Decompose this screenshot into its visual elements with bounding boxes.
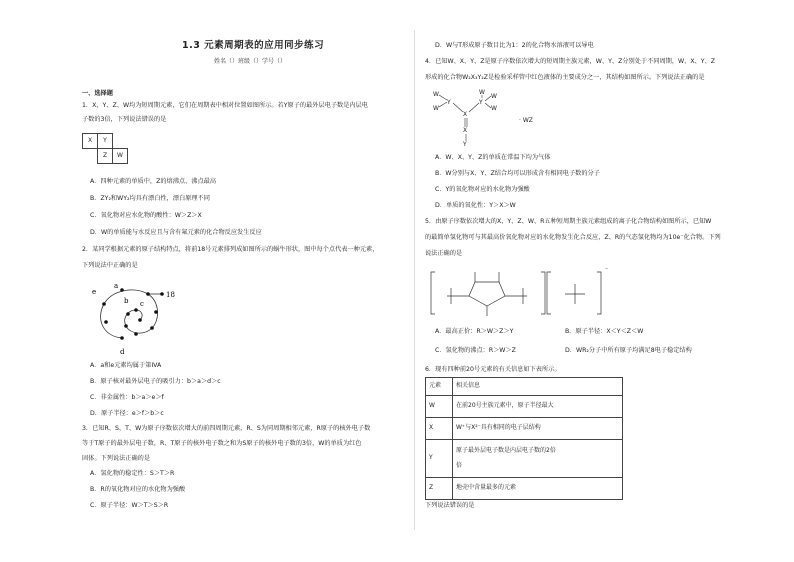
svg-text:⁻: ⁻ bbox=[605, 267, 609, 274]
q4-option-c: C．Y的氧化物对应的水化物为强酸 bbox=[435, 186, 530, 193]
atom-x: X bbox=[463, 111, 468, 118]
q3-option-d: D．W与T形成原子数目比为1：2的化合物水溶液可以导电 bbox=[435, 42, 594, 49]
q5-option-c: C．氢化物的沸点：R＞W＞Z bbox=[435, 347, 516, 354]
section-heading: 一、选择题 bbox=[82, 90, 113, 97]
q4-option-a: A．W、X、Y、Z的单质在常温下均为气体 bbox=[435, 154, 551, 161]
atom-w: W bbox=[433, 105, 439, 112]
atom-w: W bbox=[479, 89, 485, 96]
ion-wz: · WZ bbox=[519, 117, 533, 124]
q3-line2: 等于T原子的最外层电子数，R、T原子的核外电子数之和为S原子的核外电子数的3倍，W的单质为红色 bbox=[82, 440, 362, 447]
table-cell-info: 地壳中含量最多的元素 bbox=[453, 478, 623, 500]
q5-option-a: A．最高正价：R＞W＞Z＞Y bbox=[435, 328, 514, 335]
q1-line1: 1．X、Y、Z、W均为短周期元素，它们在周期表中相对位置如图所示。若Y原子的最外层电子数是内层电 bbox=[82, 102, 368, 109]
q6-line1: 6．现有四种前20号元素的有关信息如下表所示。 bbox=[425, 366, 561, 373]
q2-option-b: B．原子核对最外层电子的吸引力：b＞a＞d＞c bbox=[90, 378, 221, 385]
spiral-label-a: a bbox=[114, 282, 119, 290]
q6-footer: 下列说法错误的是 bbox=[425, 502, 475, 509]
grid-cell bbox=[113, 134, 128, 149]
table-cell-element: Y bbox=[426, 440, 453, 478]
q2-option-a: A．a和e元素均属于第IVA bbox=[90, 362, 162, 369]
atom-w: W bbox=[491, 93, 497, 100]
table-row bbox=[426, 396, 623, 418]
atom-w: W bbox=[433, 91, 439, 98]
table-header-info: 相关信息 bbox=[453, 378, 623, 396]
table-row bbox=[426, 418, 623, 440]
q6-info-table bbox=[425, 377, 623, 500]
table-cell-info bbox=[453, 440, 623, 478]
table-cell-element: Z bbox=[426, 478, 453, 500]
spiral-label-e: e bbox=[92, 288, 97, 296]
atom-y: Y bbox=[463, 141, 467, 148]
q2-line2: 下列说法中正确的是 bbox=[82, 262, 138, 269]
q2-option-c: C．非金属性：b＞a＞e＞f bbox=[90, 394, 164, 401]
q4-option-b: B．W分别与X、Y、Z结合均可以形成含有相同电子数的分子 bbox=[435, 170, 600, 177]
q2-line1: 2．某同学根据元素的原子结构特点，将前18号元素排列成如图所示的蜗牛形状，图中每个点代表一种元素， bbox=[82, 246, 379, 253]
q4-structure-diagram bbox=[429, 88, 549, 150]
q1-option-d: D．W的单质能与水反应且与含有氟元素的化合物反应发生反应 bbox=[90, 229, 262, 236]
q5-line2: 的最简单氢化物可与其最高价氧化物对应的水化物发生化合反应，Z、R的气态氢化物均为10e⁻化合物。下列 bbox=[425, 234, 721, 241]
grid-cell: W bbox=[113, 149, 128, 164]
q4-line2: 形成的化合物W₂X₃Y₂Z是检验采样管中红色液体的主要成分之一，其结构如图所示。下列说法正确的是 bbox=[425, 74, 705, 81]
q2-option-d: D．原子半径：e＞f＞b＞c bbox=[90, 410, 164, 417]
grid-cell bbox=[83, 149, 98, 164]
snail-spiral-diagram bbox=[82, 276, 192, 358]
q1-option-b: B．ZY₂和WY₂均具有漂白性，漂白原理不同 bbox=[90, 195, 210, 202]
q1-option-a: A．四种元素的单质中，Z的熔沸点、沸点最高 bbox=[90, 178, 217, 185]
table-cell-element: X bbox=[426, 418, 453, 440]
grid-cell: Y bbox=[98, 134, 113, 149]
q1-periodic-grid bbox=[82, 133, 128, 164]
q3-option-a: A．氢化物的稳定性：S＞T＞R bbox=[90, 470, 175, 477]
q5-option-b: B．原子半径：X＜Y＜Z＜W bbox=[565, 328, 644, 335]
atom-w: W bbox=[491, 105, 497, 112]
q5-line3: 说法正确的是 bbox=[425, 250, 463, 257]
atom-x: X bbox=[463, 127, 468, 134]
q3-option-b: B．R的氧化物对应的水化物为强酸 bbox=[90, 486, 186, 493]
atom-y: Y bbox=[447, 99, 451, 106]
spiral-label-18: 18 bbox=[166, 291, 175, 299]
column-divider bbox=[414, 30, 415, 530]
table-cell-info-line: 倍 bbox=[456, 461, 463, 469]
q3-option-c: C．原子半径：W＞T＞S＞R bbox=[90, 502, 169, 509]
spiral-label-b: b bbox=[124, 297, 129, 305]
table-cell-info: 在前20号主族元素中，原子半径最大 bbox=[453, 396, 623, 418]
table-row bbox=[426, 440, 623, 478]
q3-line1: 3．已知R、S、T、W为原子序数依次增大的前四周期元素，R、S为同周期相邻元素，R原子的核外电子数 bbox=[82, 425, 371, 432]
q1-option-c: C．氧化物对应水化物的酸性：W＞Z＞X bbox=[90, 212, 202, 219]
spiral-label-d: d bbox=[120, 348, 125, 356]
q5-ionic-structure bbox=[429, 264, 629, 322]
table-cell-info: W⁺与X²⁻具有相同的电子层结构 bbox=[453, 418, 623, 440]
q1-line2: 子数的3倍，下列说法错误的是 bbox=[82, 116, 167, 123]
q5-line1: 5．由原子序数依次增大的X、Y、Z、W、R五种短周期主族元素组成的离子化合物结构如图所示，已知W bbox=[425, 218, 712, 225]
atom-y: Y bbox=[479, 99, 483, 106]
grid-cell: X bbox=[83, 134, 98, 149]
doc-title: 1.3 元素周期表的应用同步练习 bbox=[182, 40, 325, 51]
doc-subtitle: 姓名（）班级（）学号（） bbox=[214, 58, 287, 65]
q5-option-d: D．WR₂分子中所有原子均满足8电子稳定结构 bbox=[565, 347, 692, 354]
q4-line1: 4．已知W、X、Y、Z是原子序数依次增大的短周期主族元素，W、Y、Z分别处于不同周期，W、X、Y、Z bbox=[425, 58, 715, 65]
spiral-label-c: c bbox=[140, 300, 144, 308]
table-cell-element: W bbox=[426, 396, 453, 418]
table-row bbox=[426, 478, 623, 500]
table-header-element: 元素 bbox=[426, 378, 453, 396]
table-cell-info-line: 原子最外层电子数是内层电子数的2倍 bbox=[456, 447, 556, 455]
grid-cell: Z bbox=[98, 149, 113, 164]
q3-line3: 固体。下列说法正确的是 bbox=[82, 455, 151, 462]
q4-option-d: D．单质的氧化性：Y＞X＞W bbox=[435, 202, 516, 209]
